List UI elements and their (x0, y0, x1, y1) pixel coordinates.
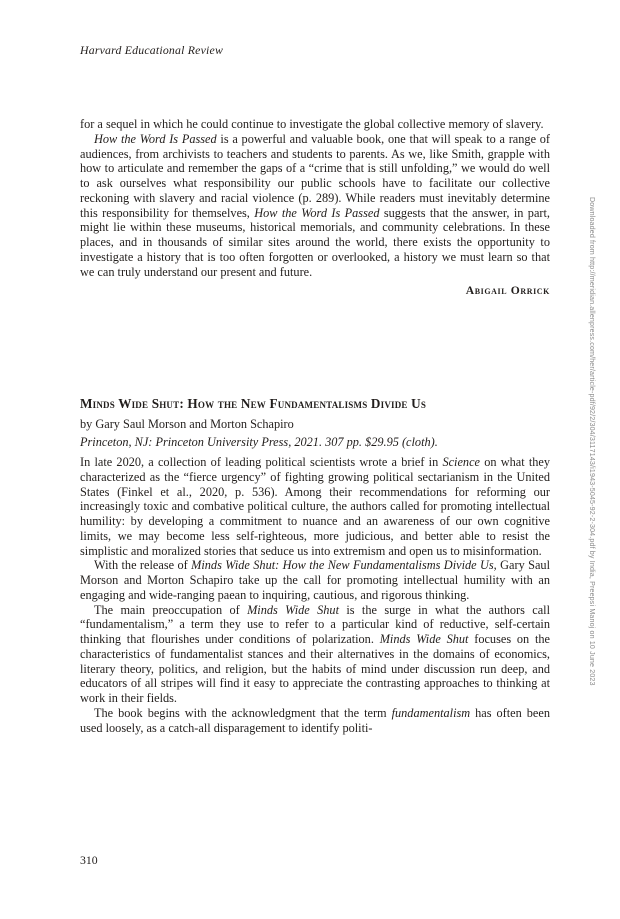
review-body-text (80, 455, 550, 735)
book-review-header (80, 395, 550, 450)
paragraph: With the release of Minds Wide Shut: How the New Fundamentalisms Divide Us, Gary Saul Morson and Morton Schapiro take up the call for promoting intellectual humility with an engaging and wide-ranging paean to inquiring, cautious, and rigorous thinking. (80, 558, 550, 602)
page-number: 310 (80, 853, 98, 867)
publication-info: Princeton, NJ: Princeton University Press, 2021. 307 pp. $29.95 (cloth). (80, 435, 438, 449)
running-head: Harvard Educational Review (80, 43, 224, 57)
paragraph: The book begins with the acknowledgment that the term fundamentalism has often been used loosely, as a catch-all disparagement to identify politi- (80, 705, 550, 735)
paragraph: How the Word Is Passed is a powerful and valuable book, one that will speak to a range of audiences, from archivists to teachers and students to parents. As we, like Smith, grapple with how to articulate and remember the gaps of a “crime that is still unfolding,” we would do well to ask ourselves what responsibility our public schools have to facilitate our collective reckoning with slavery and racial violence (p. 289). While readers must inevitably determine this responsibility for themselves, How the Word Is Passed suggests that the answer, in part, might lie within these museums, historical memorials, and community celebrations. In these places, and in thousands of similar sites around the world, there exists the opportunity to investigate a history that is too often forgotten or overlooked, a history we must learn so that we can truly understand our present and future. (80, 131, 551, 279)
download-watermark: Downloaded from http://meridian.allenpress.com/her/article-pdf/92/2/304/3117143/i1943-5045-92-2-304.pdf by India, Preepsi Manoj on 10 June 2023 (588, 197, 596, 686)
paragraph: The main preoccupation of Minds Wide Shut is the surge in what the authors call “fundamentalism,” a term they use to refer to a particular kind of reductive, self-certain thinking that flourishes under conditions of polarization. Minds Wide Shut focuses on the characteristics of fundamentalist stances and their alternatives in the domains of economics, literary theory, politics, and religion, but the habits of mind under discussion run deep, and educators of all stripes will find it easy to appreciate the contrasting approaches to thinking at work in their fields. (80, 602, 551, 705)
book-authors-byline: by Gary Saul Morson and Morton Schapiro (80, 417, 294, 431)
reviewer-signature: Abigail Orrick (465, 284, 550, 298)
book-title: Minds Wide Shut: How the New Fundamentalisms Divide Us (80, 396, 427, 411)
review-continuation-text (80, 117, 550, 279)
paragraph: for a sequel in which he could continue to investigate the global collective memory of slavery. (80, 117, 544, 131)
previous-review-continuation (80, 117, 550, 297)
paragraph: In late 2020, a collection of leading political scientists wrote a brief in Science on what they characterized as the “fierce urgency” of fighting growing political sectarianism in the United States (Finkel et al., 2020, p. 536). Among their recommendations for reforming our increasingly toxic and combative political culture, the authors called for promoting intellectual humility: by developing a commitment to nuance and an awareness of our own cognitive limits, we may become less self-righteous, more judicious, and better able to resist the simplistic and moralized stories that seduce us into extremism and open us to misinformation. (80, 455, 550, 558)
